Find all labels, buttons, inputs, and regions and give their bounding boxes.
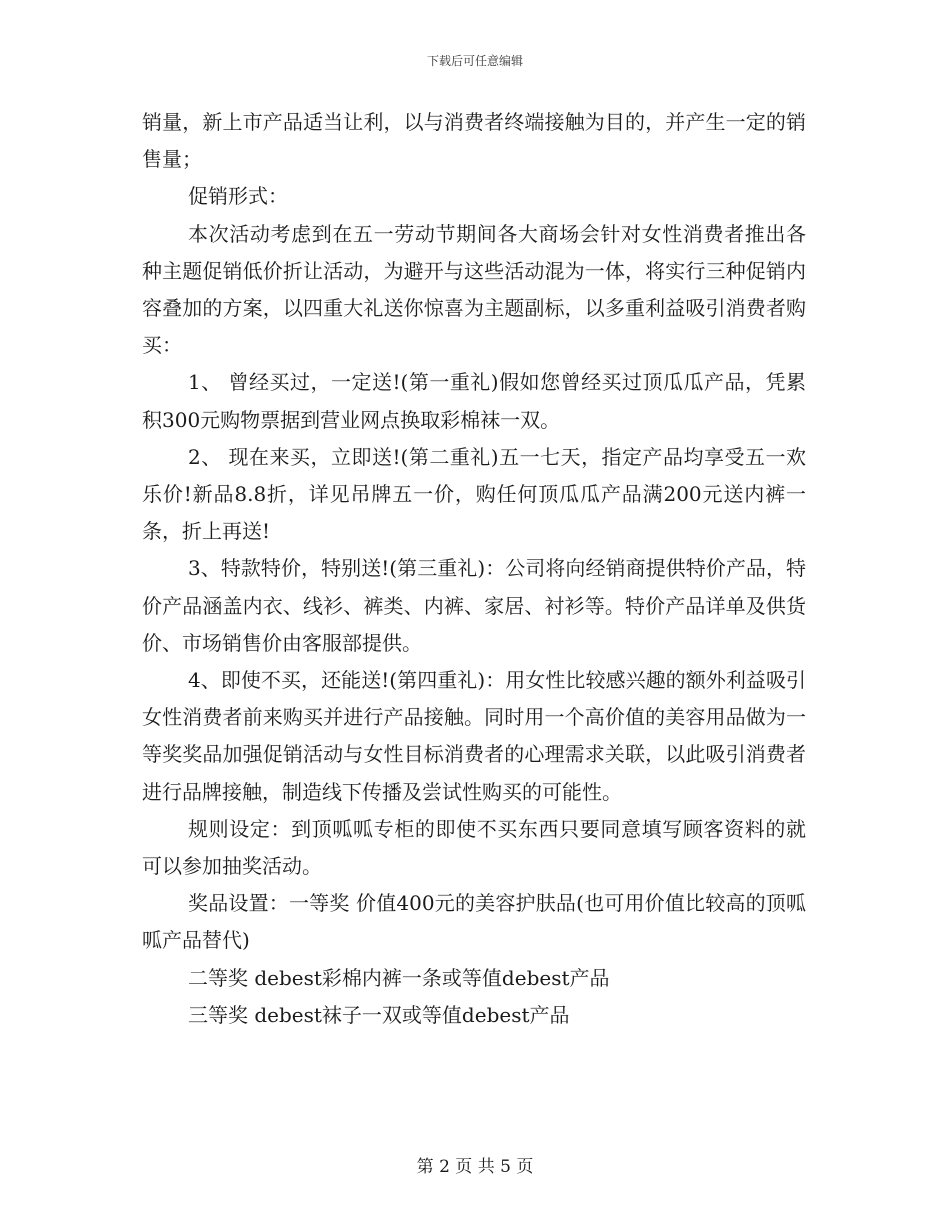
page-header: 下载后可任意编辑 — [426, 54, 523, 68]
paragraph-gift-2: 2、 现在来买，立即送!(第二重礼)五一七天，指定产品均享受五一欢乐价!新品8.8折，详见吊牌五一价，购任何顶瓜瓜产品满200元送内裤一条，折上再送! — [142, 444, 806, 544]
document-body — [142, 104, 806, 1034]
paragraph-rules: 规则设定：到顶呱呱专柜的即使不买东西只要同意填写顾客资料的就可以参加抽奖活动。 — [142, 816, 806, 879]
paragraph-activity-overview: 本次活动考虑到在五一劳动节期间各大商场会针对女性消费者推出各种主题促销低价折让活动，为避开与这些活动混为一体，将实行三种促销内容叠加的方案，以四重大礼送你惊喜为主题副标，以多重利益吸引消费者购买： — [142, 221, 806, 358]
paragraph-prize-first: 奖品设置：一等奖 价值400元的美容护肤品(也可用价值比较高的顶呱呱产品替代) — [142, 891, 806, 953]
paragraph-gift-3: 3、特款特价，特别送!(第三重礼)：公司将向经销商提供特价产品，特价产品涵盖内衣、线衫、裤类、内裤、家居、衬衫等。特价产品详单及供货价、市场销售价由客服部提供。 — [142, 556, 806, 655]
paragraph-gift-1: 1、 曾经买过，一定送!(第一重礼)假如您曾经买过顶瓜瓜产品，凭累积300元购物票据到营业网点换取彩棉袜一双。 — [142, 370, 806, 432]
paragraph-prize-third: 三等奖 debest袜子一双或等值debest产品 — [188, 1002, 570, 1027]
page-footer-pagination: 第 2 页 共 5 页 — [416, 1157, 534, 1177]
paragraph-prize-second: 二等奖 debest彩棉内裤一条或等值debest产品 — [188, 965, 610, 990]
paragraph-gift-4: 4、即使不买，还能送!(第四重礼)：用女性比较感兴趣的额外利益吸引女性消费者前来购买并进行产品接触。同时用一个高价值的美容用品做为一等奖奖品加强促销活动与女性目标消费者的心理需求关联，以此吸引消费者进行品牌接触，制造线下传播及尝试性购买的可能性。 — [142, 668, 806, 804]
paragraph-promotion-form-heading: 促销形式： — [188, 184, 288, 209]
paragraph-sales-volume: 销量，新上市产品适当让利，以与消费者终端接触为目的，并产生一定的销售量； — [142, 110, 806, 172]
